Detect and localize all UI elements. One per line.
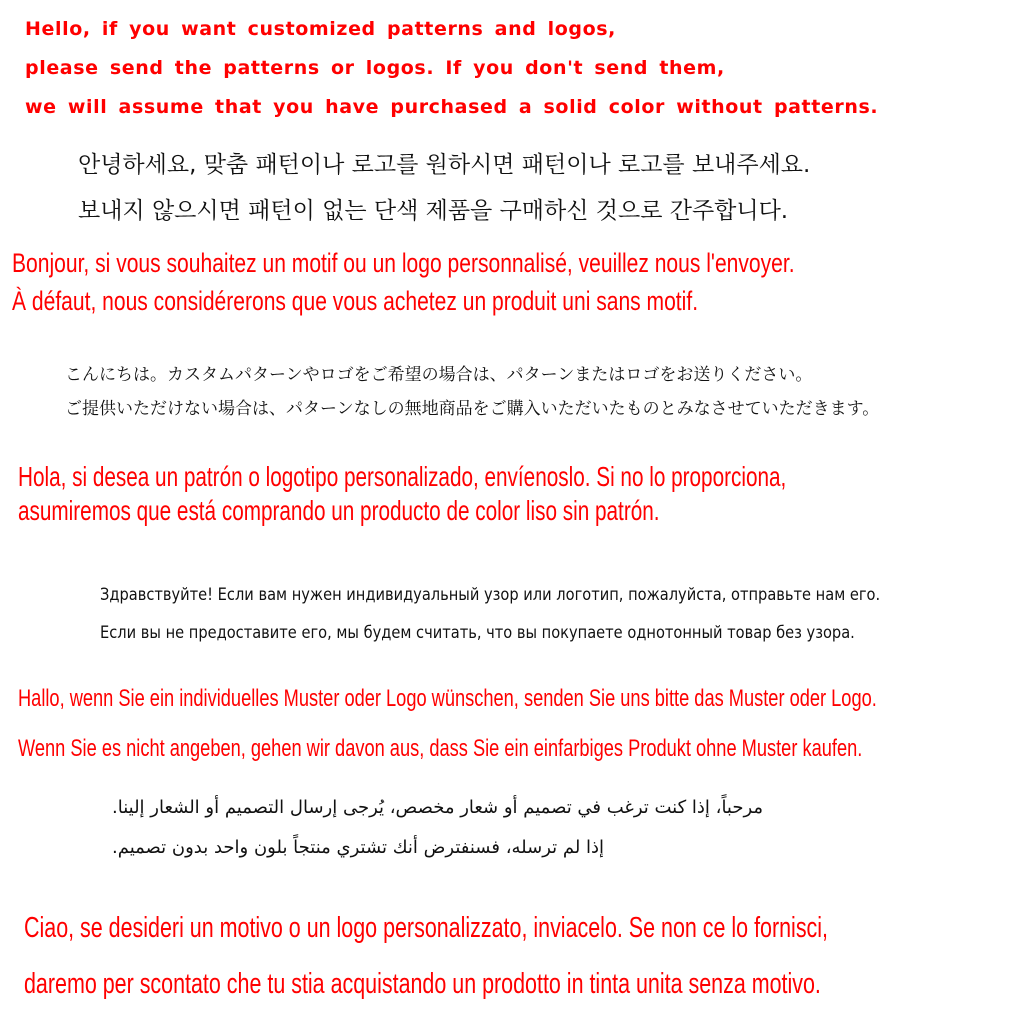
korean-line-2: 보내지 않으시면 패턴이 없는 단색 제품을 구매하신 것으로 간주합니다. [78,198,789,224]
japanese-notice [65,358,1020,426]
english-notice [25,10,1015,127]
french-line-2: À défaut, nous considérerons que vous achetez un produit uni sans motif. [12,286,699,316]
spanish-line-1: Hola, si desea un patrón o logotipo personalizado, envíenoslo. Si no lo proporciona, [18,461,787,492]
spanish-line-2: asumiremos que está comprando un producto de color liso sin patrón. [18,495,660,526]
german-line-1: Hallo, wenn Sie ein individuelles Muster oder Logo wünschen, senden Sie uns bitte das Muster oder Logo. [18,685,877,712]
spanish-notice [18,460,1018,528]
arabic-line-1: مرحباً، إذا كنت ترغب في تصميم أو شعار مخصص، يُرجى إرسال التصميم أو الشعار إلينا. [112,797,764,818]
russian-notice [100,576,1010,652]
japanese-line-2: ご提供いただけない場合は、パターンなしの無地商品をご購入いただいたものとみなさせていただきます。 [65,399,880,419]
arabic-notice [112,788,1012,868]
russian-line-2: Если вы не предоставите его, мы будем считать, что вы покупаете однотонный товар без узора. [100,623,855,643]
japanese-line-1: こんにちは。カスタムパターンやロゴをご希望の場合は、パターンまたはロゴをお送りください。 [65,365,813,385]
korean-line-1: 안녕하세요, 맞춤 패턴이나 로고를 원하시면 패턴이나 로고를 보내주세요. [78,152,811,178]
english-line-2: please send the patterns or logos. If you don't send them, [25,57,725,79]
french-line-1: Bonjour, si vous souhaitez un motif ou un logo personnalisé, veuillez nous l'envoyer. [12,248,795,278]
german-line-2: Wenn Sie es nicht angeben, gehen wir davon aus, dass Sie ein einfarbiges Produkt ohne Muster kaufen. [18,735,863,762]
english-line-1: Hello, if you want customized patterns and logos, [25,18,616,40]
arabic-line-2: إذا لم ترسله، فسنفترض أنك تشتري منتجاً بلون واحد بدون تصميم. [112,837,605,858]
italian-line-2: daremo per scontato che tu stia acquistando un prodotto in tinta unita senza motivo. [24,968,821,1000]
italian-notice [24,900,1024,1012]
korean-notice [78,142,1008,234]
english-line-3: we will assume that you have purchased a solid color without patterns. [25,96,879,118]
german-notice [18,674,1018,774]
russian-line-1: Здравствуйте! Если вам нужен индивидуальный узор или логотип, пожалуйста, отправьте нам его. [100,585,881,605]
italian-line-1: Ciao, se desideri un motivo o un logo personalizzato, inviacelo. Se non ce lo fornisci, [24,912,829,944]
french-notice [12,244,1012,320]
